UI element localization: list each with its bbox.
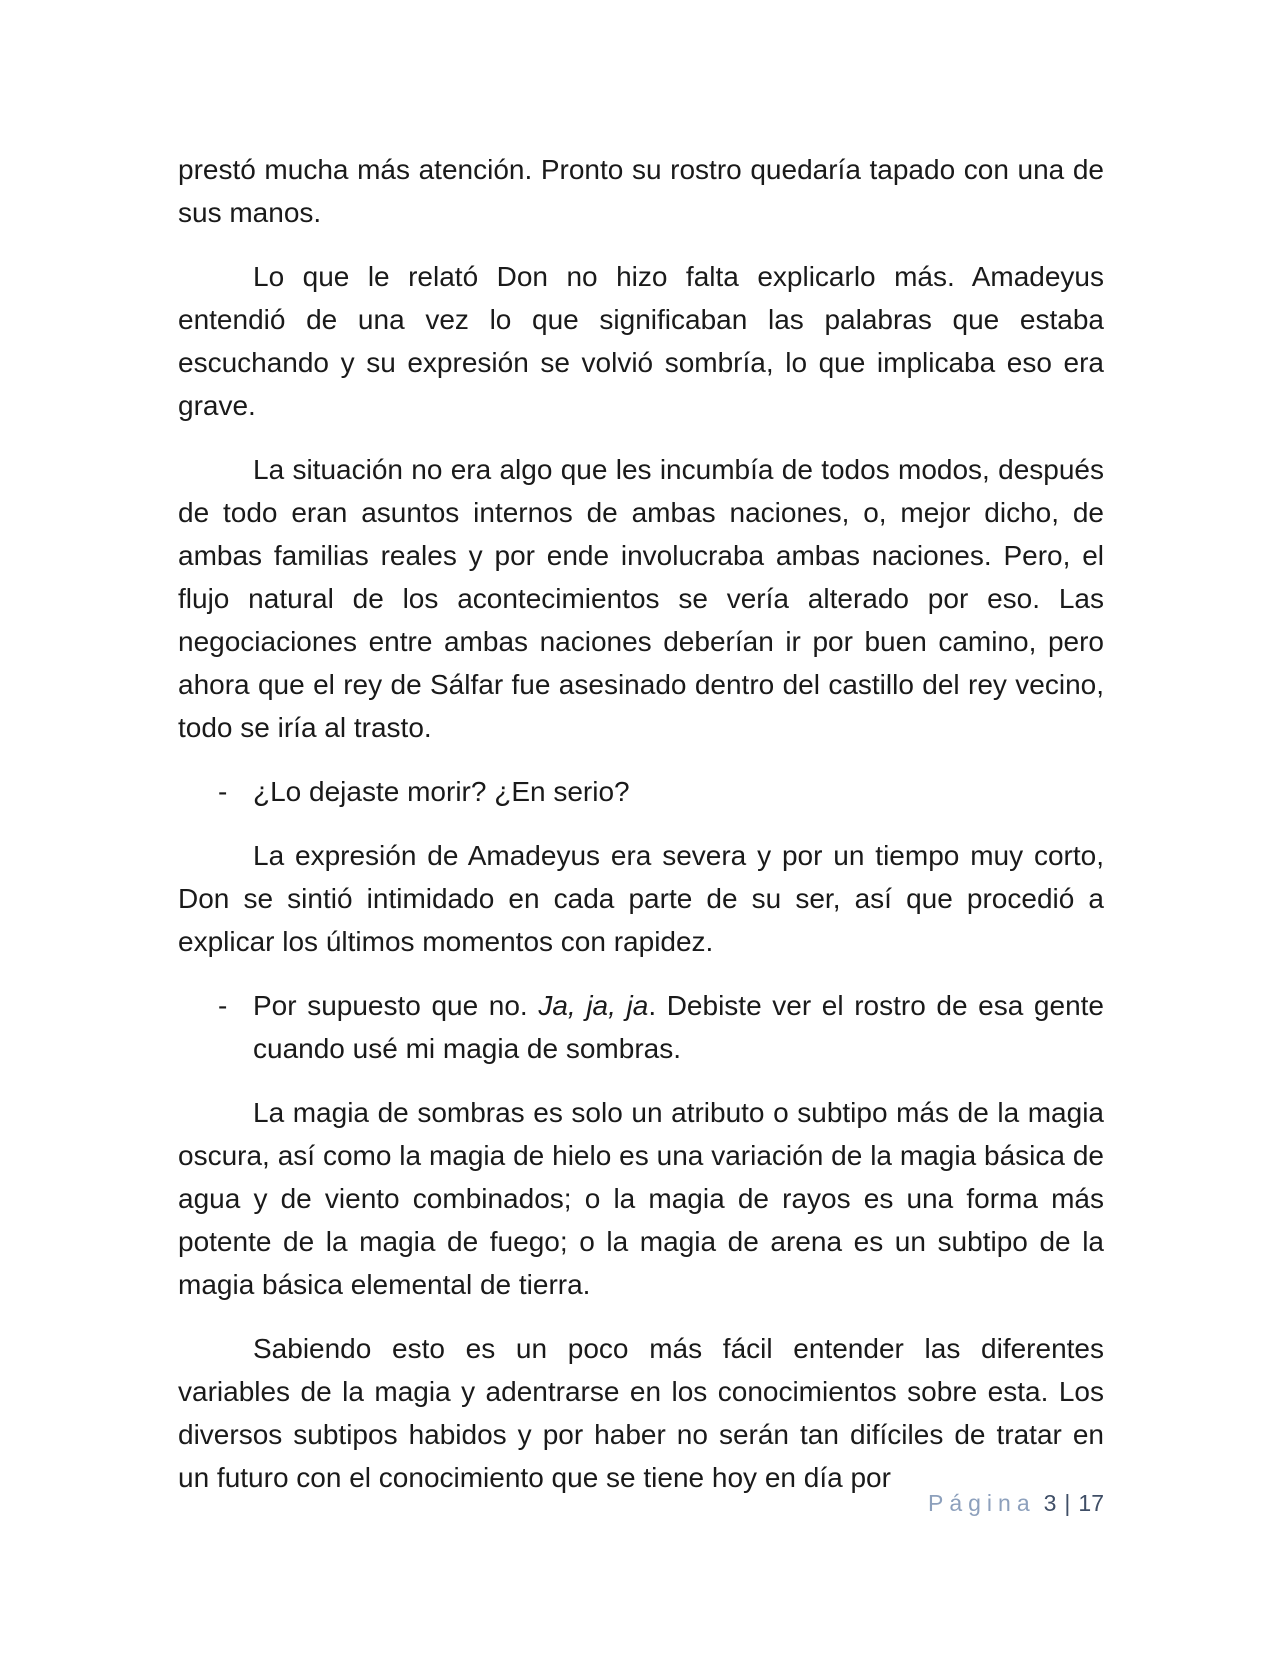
list-dash-marker: - xyxy=(218,776,228,807)
footer-page-label: Página xyxy=(928,1490,1036,1516)
document-body xyxy=(178,148,1104,1520)
paragraph xyxy=(178,448,1104,749)
list-dash-marker: - xyxy=(218,990,228,1021)
text-run: Por supuesto que no. xyxy=(253,990,539,1021)
paragraph xyxy=(178,148,1104,234)
paragraph xyxy=(178,834,1104,963)
text-run: . Debiste ver el rostro de esa gente cuando usé mi magia de sombras. xyxy=(253,990,1104,1064)
page-footer xyxy=(178,1488,1104,1518)
footer-page-total: 17 xyxy=(1078,1490,1104,1516)
footer-page-separator: | xyxy=(1064,1490,1071,1516)
text-run: prestó mucha más atención. Pronto su rostro quedaría tapado con una de sus manos. xyxy=(178,154,1104,228)
text-run: Lo que le relató Don no hizo falta explicarlo más. Amadeyus entendió de una vez lo que significaban las palabras que estaba escuchando y su expresión se volvió sombría, lo que implicaba eso era grave. xyxy=(178,261,1104,421)
paragraph xyxy=(178,1091,1104,1306)
text-run: La magia de sombras es solo un atributo o subtipo más de la magia oscura, así como la magia de hielo es una variación de la magia básica de agua y de viento combinados; o la magia de rayos es una forma más potente de la magia de fuego; o la magia de arena es un subtipo de la magia básica elemental de tierra. xyxy=(178,1097,1104,1300)
footer-page-number: 3 xyxy=(1043,1490,1057,1516)
text-run: La situación no era algo que les incumbía de todos modos, después de todo eran asuntos internos de ambas naciones, o, mejor dicho, de ambas familias reales y por ende involucraba ambas naciones. Pero, el flujo natural de los acontecimientos se vería alterado por eso. Las negociaciones entre ambas naciones deberían ir por buen camino, pero ahora que el rey de Sálfar fue asesinado dentro del castillo del rey vecino, todo se iría al trasto. xyxy=(178,454,1104,743)
italic-text-run: Ja, ja, ja xyxy=(538,990,649,1021)
dialogue-list-item xyxy=(178,984,1104,1070)
dialogue-list-item xyxy=(178,770,1104,813)
paragraph xyxy=(178,1327,1104,1499)
text-run: Sabiendo esto es un poco más fácil entender las diferentes variables de la magia y adentrarse en los conocimientos sobre esta. Los diversos subtipos habidos y por haber no serán tan difíciles de tratar en un futuro con el conocimiento que se tiene hoy en día por xyxy=(178,1333,1104,1493)
text-run: ¿Lo dejaste morir? ¿En serio? xyxy=(253,776,630,807)
text-run: La expresión de Amadeyus era severa y por un tiempo muy corto, Don se sintió intimidado en cada parte de su ser, así que procedió a explicar los últimos momentos con rapidez. xyxy=(178,840,1104,957)
paragraph xyxy=(178,255,1104,427)
